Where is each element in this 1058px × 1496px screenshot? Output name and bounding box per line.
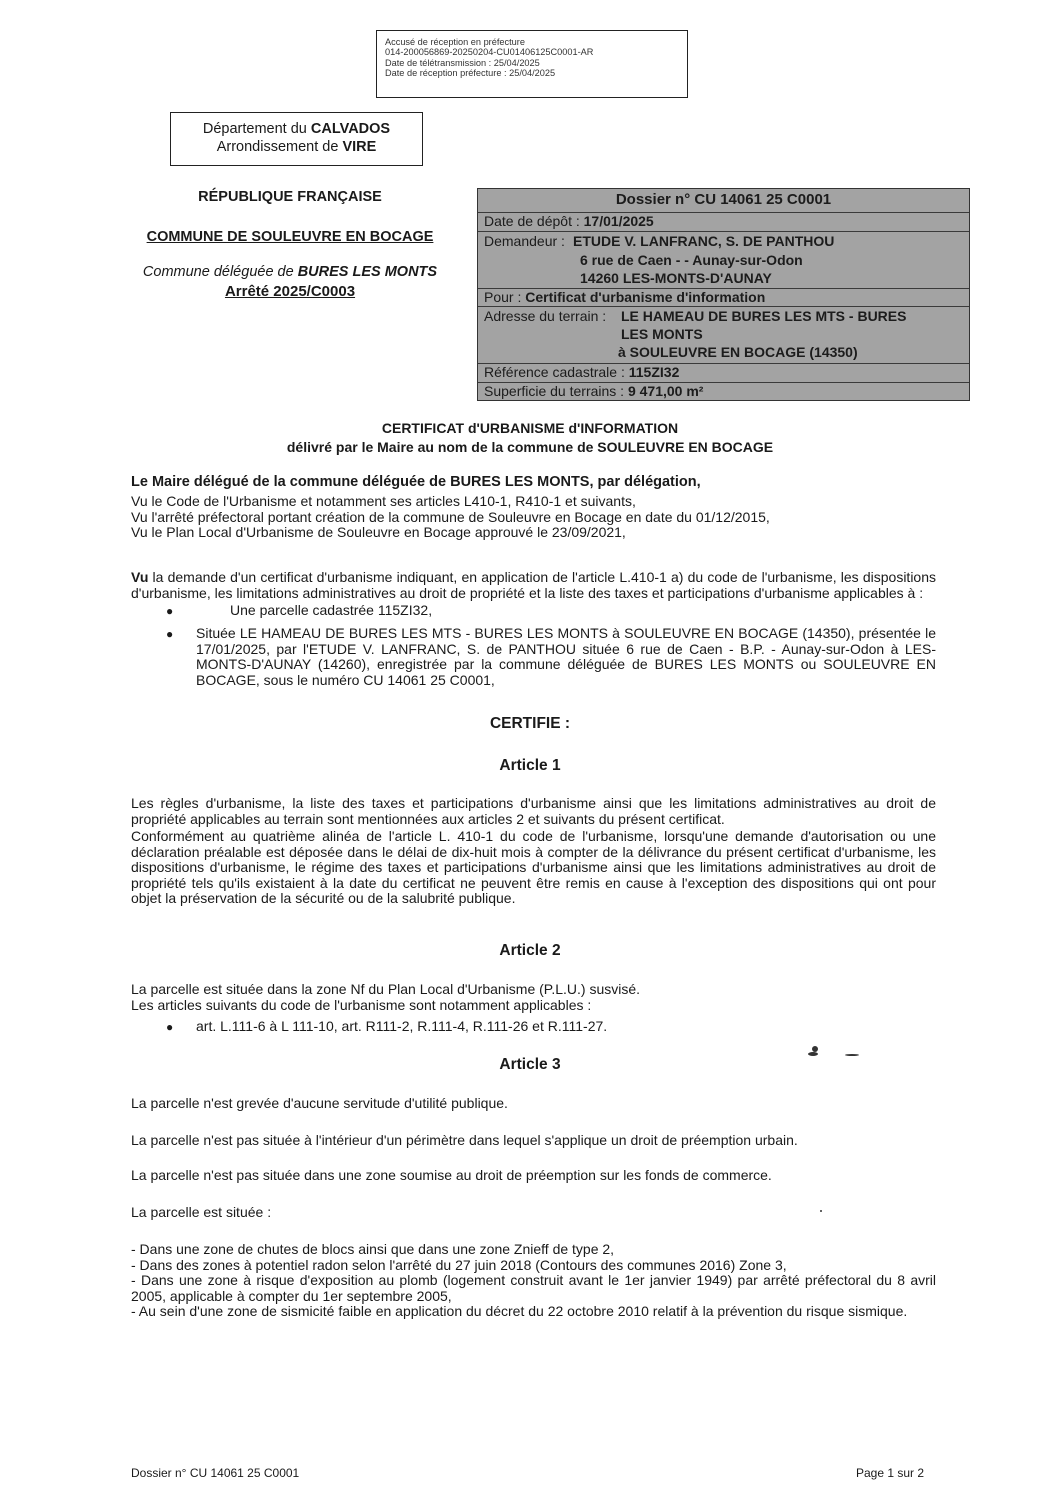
commune-title: COMMUNE DE SOULEUVRE EN BOCAGE	[146, 229, 434, 245]
certifie-heading: CERTIFIE :	[489, 715, 571, 732]
pour-label: Pour :	[484, 289, 526, 305]
bullet-situee: Située LE HAMEAU DE BURES LES MTS - BURES LES MONTS à SOULEUVRE EN BOCAGE (14350), présentée le 17/01/2025, par l'ETUDE V. LANFRANC, S. de PANTHOU située 6 rue de Caen - B.P. - Aunay-sur-Odon à LES-MONTS-D'AUNAY (14260), enregistrée par la commune déléguée de BURES LES MONTS ou SOULEUVRE EN BOCAGE, sous le numéro CU 14061 25 C0001,	[196, 625, 936, 688]
arrondissement-line	[171, 138, 422, 156]
deleguee-name: BURES LES MONTS	[297, 264, 438, 280]
vu-item: Vu l'arrêté préfectoral portant création de la commune de Souleuvre en Bocage en date du 01/12/2015,	[131, 508, 770, 525]
vu-list	[131, 494, 936, 541]
article3-paragraph2: La parcelle n'est pas située à l'intérieur d'un périmètre dans lequel s'applique un droit de préemption urbain.	[131, 1132, 798, 1148]
demandeur-label: Demandeur :	[484, 233, 565, 249]
superficie-value: 9 471,00 m²	[627, 383, 704, 399]
department-line	[171, 120, 422, 138]
demande-paragraph	[131, 570, 936, 601]
bullet-dot: ●	[166, 604, 174, 618]
deleguee-prefix: Commune déléguée de	[142, 264, 298, 280]
article1-heading: Article 1	[499, 757, 561, 774]
reference-label: Référence cadastrale :	[484, 364, 629, 380]
stamp-line: Date de télétransmission : 25/04/2025	[385, 57, 540, 68]
arrondissement-prefix: Arrondissement de	[216, 139, 343, 155]
adresse-line: à SOULEUVRE EN BOCAGE (14350)	[618, 344, 858, 360]
demandeur-line: ETUDE V. LANFRANC, S. DE PANTHOU	[573, 233, 835, 249]
scan-speck	[820, 1210, 822, 1212]
article2-paragraph2: Les articles suivants du code de l'urbanisme sont notamment applicables :	[131, 997, 592, 1013]
footer-dossier: Dossier n° CU 14061 25 C0001	[131, 1466, 300, 1480]
article3-heading: Article 3	[499, 1056, 561, 1073]
stamp-line: 014-200056869-20250204-CU01406125C0001-AR	[385, 47, 594, 58]
arrondissement-name: VIRE	[342, 139, 377, 155]
risk-item: - Dans des zones à potentiel radon selon l'arrêté du 27 juin 2018 (Contours des communes 2016) Zone 3,	[131, 1256, 787, 1273]
dossier-depot-row	[478, 212, 969, 230]
risk-list	[131, 1242, 936, 1320]
dossier-pour-row	[478, 288, 969, 307]
bullet-dot: ●	[166, 627, 174, 641]
scan-speck	[808, 1052, 818, 1056]
reference-value: 115ZI32	[628, 364, 680, 380]
dossier-box	[477, 188, 970, 401]
commune-deleguee	[110, 264, 470, 280]
scan-speck	[845, 1054, 859, 1056]
demande-vu: Vu	[131, 569, 149, 585]
department-prefix: Département du	[202, 121, 311, 137]
adresse-line: LE HAMEAU DE BURES LES MTS - BURES	[621, 308, 907, 324]
adresse-line: LES MONTS	[621, 326, 703, 342]
article2-paragraph1: La parcelle est située dans la zone Nf du Plan Local d'Urbanisme (P.L.U.) susvisé.	[131, 981, 641, 997]
dossier-demandeur-row	[478, 231, 969, 292]
article3-paragraph3: La parcelle n'est pas située dans une zone soumise au droit de préemption sur les fonds de commerce.	[131, 1167, 772, 1183]
demandeur-line: 14260 LES-MONTS-D'AUNAY	[580, 270, 772, 286]
footer-page: Page 1 sur 2	[856, 1466, 925, 1480]
maire-line	[131, 475, 936, 491]
article1-paragraph2: Conformément au quatrième alinéa de l'article L. 410-1 du code de l'urbanisme, lorsqu'une demande d'autorisation ou une déclaration préalable est déposée dans le délai de dix-huit mois à compter de la délivrance du présent certificat d'urbanisme, les dispositions d'urbanisme, le régime des taxes et participations d'urbanisme ainsi que les limitations administratives au droit de propriété tels qu'ils existaient à la date du certificat ne peuvent être remis en cause à l'exception des dispositions qui ont pour objet la préservation de la sécurité ou de la salubrité publique.	[131, 828, 936, 906]
arrete-number: Arrêté 2025/C0003	[224, 283, 356, 300]
certificate-title-line2: délivré par le Maire au nom de la commune de SOULEUVRE EN BOCAGE	[286, 439, 774, 455]
article3-paragraph1: La parcelle n'est grevée d'aucune servitude d'utilité publique.	[131, 1095, 508, 1111]
department-box	[170, 112, 423, 166]
bullet-parcelle: Une parcelle cadastrée 115ZI32,	[230, 602, 433, 618]
depot-value: 17/01/2025	[583, 213, 654, 229]
risk-item: - Dans une zone à risque d'exposition au plomb (logement construit avant le 1er janvier 1949) par arrêté préfectoral du 8 avril 2005, applicable à compter du 1er septembre 2005,	[131, 1272, 936, 1304]
risk-item: - Dans une zone de chutes de blocs ainsi que dans une zone Znieff de type 2,	[131, 1241, 615, 1257]
article2-bullet: art. L.111-6 à L 111-10, art. R111-2, R.111-4, R.111-26 et R.111-27.	[196, 1018, 608, 1034]
adresse-label: Adresse du terrain :	[484, 308, 607, 324]
dossier-superficie-row	[478, 382, 969, 400]
certificate-title	[130, 419, 930, 457]
bullet-dot: ●	[166, 1020, 174, 1034]
certificate-title-line1: CERTIFICAT d'URBANISME d'INFORMATION	[381, 420, 679, 436]
article3-paragraph4: La parcelle est située :	[131, 1204, 272, 1220]
demandeur-line: 6 rue de Caen - - Aunay-sur-Odon	[580, 252, 803, 268]
reception-stamp	[376, 30, 688, 98]
article1-paragraph1: Les règles d'urbanisme, la liste des taxes et participations d'urbanisme ainsi que les limitations administratives au droit de propriété applicables au terrain sont mentionnées aux articles 2 et suivants du présent certificat.	[131, 795, 936, 827]
risk-item: - Au sein d'une zone de sismicité faible en application du décret du 22 octobre 2010 relatif à la prévention du risque sismique.	[131, 1303, 908, 1319]
stamp-line: Date de réception préfecture : 25/04/2025	[385, 68, 556, 79]
vu-item: Vu le Plan Local d'Urbanisme de Souleuvre en Bocage approuvé le 23/09/2021,	[131, 524, 626, 540]
maire-text: Le Maire délégué de la commune déléguée de BURES LES MONTS, par délégation,	[131, 474, 701, 490]
stamp-line: Accusé de réception en préfecture	[385, 37, 525, 47]
republique-title: RÉPUBLIQUE FRANÇAISE	[198, 189, 382, 205]
article2-heading: Article 2	[499, 942, 561, 959]
dossier-adresse-row	[478, 306, 969, 364]
department-name: CALVADOS	[310, 121, 391, 137]
vu-item: Vu le Code de l'Urbanisme et notamment ses articles L410-1, R410-1 et suivants,	[131, 493, 636, 509]
pour-value: Certificat d'urbanisme d'information	[525, 289, 766, 305]
depot-label: Date de dépôt :	[484, 213, 584, 229]
demande-text: la demande d'un certificat d'urbanisme indiquant, en application de l'article L.410-1 a) du code de l'urbanisme, les dispositions d'urbanisme, les limitations administratives au droit de propriété et la liste des taxes et participations d'urbanisme applicables à :	[131, 569, 936, 601]
superficie-label: Superficie du terrains :	[484, 383, 628, 399]
dossier-reference-row	[478, 363, 969, 382]
dossier-title: Dossier n° CU 14061 25 C0001	[615, 191, 832, 208]
